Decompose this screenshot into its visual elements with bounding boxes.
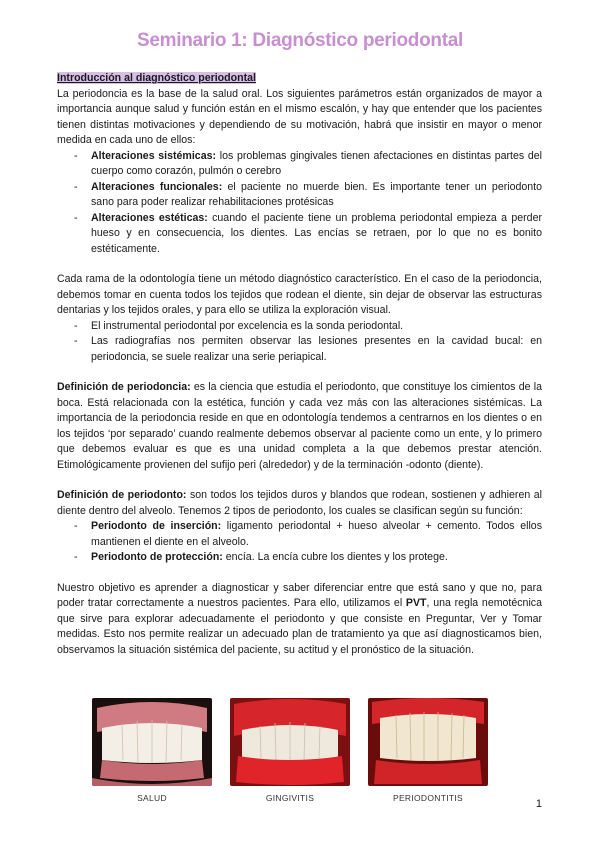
page-title: Seminario 1: Diagnóstico periodontal xyxy=(137,30,463,51)
caption-salud: SALUD xyxy=(137,793,167,803)
periodonto-list xyxy=(57,519,542,566)
list-item: - Alteraciones sistémicas: los problemas gingivales tienen afectaciones en distintas partes del cuerpo como corazón, pulmón o cerebro xyxy=(91,149,542,180)
gingivitis-photo xyxy=(230,698,350,786)
intro-paragraph: Introducción al diagnóstico periodontal La periodoncia es la base de la salud oral. Los siguientes parámetros están organizados de mayor a importancia aunque salud y función están en el mismo escalón, y hay que entender que los pacientes tienen distintas motivaciones y dependiendo de su motivación, habrá que insistir en mayor o menor medida en cada uno de ellos: xyxy=(57,72,542,146)
healthy-teeth-photo xyxy=(92,698,212,786)
caption-gingivitis: GINGIVITIS xyxy=(265,793,315,803)
list-item: - Periodonto de inserción: ligamento periodontal + hueso alveolar + cemento. Todos ellos mantienen el diente en el alveolo. xyxy=(91,519,542,550)
caption-periodontitis: PERIODONTITIS xyxy=(392,793,463,803)
periodontitis-photo xyxy=(368,698,488,786)
list-item: - Alteraciones estéticas: cuando el paciente tiene un problema periodontal empieza a perder hueso y en consecuencia, los dientes. Las encías se retraen, por lo que no es bonito estéticamente. xyxy=(91,211,542,258)
intro-list xyxy=(57,149,542,258)
document-body xyxy=(57,71,542,658)
section-heading: Introducción al diagnóstico periodontal xyxy=(57,72,256,84)
objective-paragraph: Nuestro objetivo es aprender a diagnosticar y saber diferenciar entre que está sano y que no, para poder tratar correctamente a nuestros pacientes. Para ello, utilizamos el PVT, una regla nemotécnica que sirve para explorar adecuadamente el periodonto y que consiste en Preguntar, Ver y Tomar medidas. Esto nos permite realizar un adecuado plan de tratamiento ya que así diagnosticamos bien, observamos la situación sistémica del paciente, su actitud y el pronóstico de la situación. xyxy=(57,581,542,656)
def-periodoncia-paragraph: Definición de periodoncia: es la ciencia que estudia el periodonto, que constituye los cimientos de la boca. Está relacionada con la estética, función y cada vez más con las alteraciones sistémicas. La importancia de la periodoncia reside en que en odontología tendemos a centrarnos en los dientes o en los tejidos ‘por separado’ cuando realmente debemos observar al paciente como un ente, y lo primero que debemos evaluar es que es una unidad completa a la que debemos prestar atención. Etimológicamente provienen del sufijo peri (alrededor) y de la terminación -odonto (diente). xyxy=(57,381,542,471)
page-number: 1 xyxy=(535,798,542,810)
comparison-photos xyxy=(92,698,492,806)
list-item: - Periodonto de protección: encía. La encía cubre los dientes y los protege. xyxy=(91,550,542,566)
diagnosis-paragraph: Cada rama de la odontología tiene un método diagnóstico característico. En el caso de la periodoncia, debemos tomar en cuenta todos los tejidos que rodean el diente, sin dejar de observar las estructuras dentarias y los tejidos orales, y para ello se utiliza la exploración visual. xyxy=(57,273,542,316)
list-item: - Alteraciones funcionales: el paciente no muerde bien. Es importante tener un periodonto sano para poder realizar rehabilitaciones protésicas xyxy=(91,180,542,211)
list-item: - El instrumental periodontal por excelencia es la sonda periodontal. xyxy=(91,319,542,335)
diagnosis-list xyxy=(57,319,542,366)
def-periodonto-paragraph: Definición de periodonto: son todos los tejidos duros y blandos que rodean, sostienen y adhieren al diente dentro del alveolo. Tenemos 2 tipos de periodonto, los cuales se clasifican según su función: xyxy=(57,489,542,517)
list-item: - Las radiografías nos permiten observar las lesiones presentes en la cavidad bucal: en periodoncia, se suele realizar una serie periapical. xyxy=(91,334,542,365)
